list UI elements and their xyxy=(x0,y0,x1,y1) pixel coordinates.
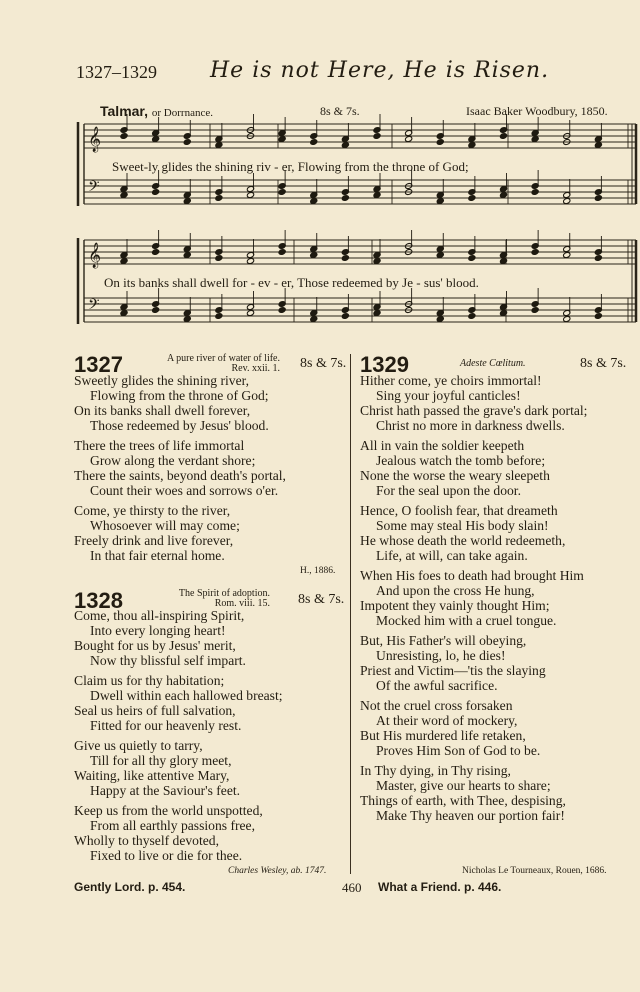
music-lyric-line-2: On its banks shall dwell for - ev - er, Those redeemed by Je - sus' blood. xyxy=(104,275,479,290)
tune-alt-name: or Dorrnance. xyxy=(151,107,213,119)
verse-line: Seal us heirs of full salvation, xyxy=(74,703,236,718)
hymn-verses xyxy=(74,373,350,563)
verse-line: Master, give our hearts to share; xyxy=(376,778,551,793)
verse-line: Whosoever will may come; xyxy=(90,518,240,533)
verse-line: Not the cruel cross forsaken xyxy=(360,698,513,713)
verse-line: Life, at will, can take again. xyxy=(376,548,528,563)
verse-line: Christ no more in darkness dwells. xyxy=(376,418,565,433)
verse-line: Claim us for thy habitation; xyxy=(74,673,225,688)
verse-line: Christ hath passed the grave's dark portal; xyxy=(360,403,588,418)
hymn-meter: 8s & 7s. xyxy=(300,356,347,371)
verse-line: Fixed to live or die for thee. xyxy=(90,848,243,863)
verse-line: But, His Father's will obeying, xyxy=(360,633,527,648)
verse-line: In Thy dying, in Thy rising, xyxy=(360,763,511,778)
hymn-verses xyxy=(74,608,350,863)
hymn-verses xyxy=(360,373,636,823)
page-number: 460 xyxy=(342,880,362,895)
verse-line: Into every longing heart! xyxy=(90,623,226,638)
verse-line: When His foes to death had brought Him xyxy=(360,568,584,583)
verse-line: Grow along the verdant shore; xyxy=(90,453,256,468)
verse-line: Jealous watch the tomb before; xyxy=(376,453,546,468)
footer-tune-reference: What a Friend. p. 446. xyxy=(378,880,502,894)
page-title: He is not Here, He is Risen. xyxy=(210,58,550,83)
hymn-scripture-ref: Rom. viii. 15. xyxy=(214,598,270,609)
svg-text:𝄞: 𝄞 xyxy=(88,127,102,152)
hymn-title: Adeste Cœlitum. xyxy=(460,358,526,369)
verse-line: There the saints, beyond death's portal, xyxy=(74,468,286,483)
svg-text:𝄞: 𝄞 xyxy=(88,243,102,268)
hymn-attribution: Charles Wesley, ab. 1747. xyxy=(228,866,327,876)
verse-line: Till for all thy glory meet, xyxy=(90,753,232,768)
verse-line: In that fair eternal home. xyxy=(90,548,225,563)
verse-line: Hence, O foolish fear, that dreameth xyxy=(360,503,558,518)
hymn-number: 1329 xyxy=(360,352,409,377)
verse-line: Come, thou all-inspiring Spirit, xyxy=(74,608,245,623)
verse-line: And upon the cross He hung, xyxy=(376,583,535,598)
verse-line: Bought for us by Jesus' merit, xyxy=(74,638,236,653)
hymn-scripture-ref: Rev. xxii. 1. xyxy=(231,363,280,374)
hymn-title xyxy=(140,354,280,374)
verse-line: Happy at the Saviour's feet. xyxy=(90,783,241,798)
page-hymn-range: 1327–1329 xyxy=(76,62,157,82)
verse-line: None the worse the weary sleepeth xyxy=(360,468,550,483)
verse-line: Impotent they vainly thought Him; xyxy=(360,598,550,613)
tune-primary-name: Talmar, xyxy=(100,103,148,119)
tune-meter: 8s & 7s. xyxy=(320,104,360,118)
verse-line: Hither come, ye choirs immortal! xyxy=(360,373,542,388)
column-divider xyxy=(350,354,351,874)
footer-tune-reference: Gently Lord. p. 454. xyxy=(74,880,186,894)
verse-line: Come, ye thirsty to the river, xyxy=(74,503,231,518)
verse-line: Of the awful sacrifice. xyxy=(376,678,498,693)
verse-line: Flowing from the throne of God; xyxy=(90,388,269,403)
verse-line: At their word of mockery, xyxy=(376,713,518,728)
hymn-title-line: A pure river of water of life. xyxy=(166,353,280,364)
music-lyric-line-1: Sweet-ly glides the shining riv - er, Flowing from the throne of God; xyxy=(112,159,469,174)
hymn-meter: 8s & 7s. xyxy=(580,356,627,371)
verse-line: But His murdered life retaken, xyxy=(360,728,526,743)
verse-line: Priest and Victim—'tis the slaying xyxy=(360,663,546,678)
verse-line: Keep us from the world unspotted, xyxy=(74,803,263,818)
svg-text:𝄢: 𝄢 xyxy=(88,296,100,317)
verse-line: For the seal upon the door. xyxy=(376,483,521,498)
verse-line: Sing your joyful canticles! xyxy=(376,388,521,403)
tune-composer: Isaac Baker Woodbury, 1850. xyxy=(466,104,608,118)
verse-line: Make Thy heaven our portion fair! xyxy=(376,808,565,823)
verse-line: Things of earth, with Thee, despising, xyxy=(360,793,566,808)
hymn-title-line: The Spirit of adoption. xyxy=(178,588,270,599)
verse-line: Waiting, like attentive Mary, xyxy=(74,768,230,783)
hymn-meter: 8s & 7s. xyxy=(298,592,345,607)
verse-line: Unresisting, lo, he dies! xyxy=(376,648,506,663)
verse-line: All in vain the soldier keepeth xyxy=(360,438,525,453)
verse-line: Sweetly glides the shining river, xyxy=(74,373,250,388)
svg-text:𝄢: 𝄢 xyxy=(88,178,100,199)
verse-line: Wholly to thyself devoted, xyxy=(74,833,219,848)
verse-line: He whose death the world redeemeth, xyxy=(360,533,566,548)
verse-line: Fitted for our heavenly rest. xyxy=(90,718,242,733)
verse-line: Give us quietly to tarry, xyxy=(74,738,203,753)
verse-line: On its banks shall dwell forever, xyxy=(74,403,251,418)
verse-line: Now thy blissful self impart. xyxy=(90,653,246,668)
verse-line: Freely drink and live forever, xyxy=(74,533,234,548)
hymn-title xyxy=(140,589,270,609)
hymn-number: 1328 xyxy=(74,588,123,613)
verse-line: Count their woes and sorrows o'er. xyxy=(90,483,279,498)
verse-line: Those redeemed by Jesus' blood. xyxy=(90,418,269,433)
verse-line: Mocked him with a cruel tongue. xyxy=(376,613,557,628)
verse-line: There the trees of life immortal xyxy=(74,438,245,453)
hymn-attribution: H., 1886. xyxy=(300,566,336,576)
verse-line: Some may steal His body slain! xyxy=(376,518,549,533)
hymn-number: 1327 xyxy=(74,352,123,377)
verse-line: From all earthly passions free, xyxy=(90,818,255,833)
verse-line: Dwell within each hallowed breast; xyxy=(90,688,283,703)
hymn-attribution: Nicholas Le Tourneaux, Rouen, 1686. xyxy=(462,866,607,876)
verse-line: Proves Him Son of God to be. xyxy=(376,743,541,758)
